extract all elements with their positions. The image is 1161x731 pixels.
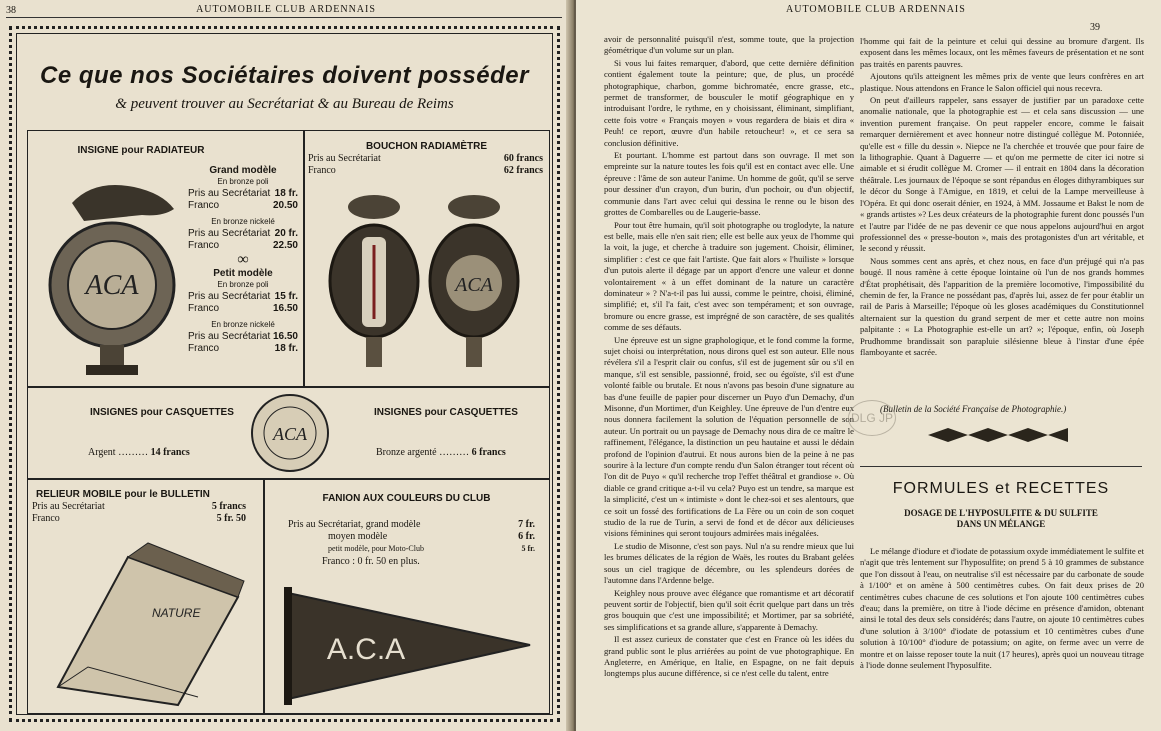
price-value: 16.50 bbox=[272, 303, 298, 314]
price-label: Franco bbox=[188, 303, 220, 314]
price-value: 18 fr. bbox=[274, 188, 298, 199]
price-value: 15 fr. bbox=[274, 291, 298, 302]
paragraph: Une épreuve est un signe graphologique, et le fond comme la forme, sujet choisi ou interprétation, nous dirons quel est son auteur. Elle nous révélera s'il a l'esprit clair ou confus, s'il est de jugement sûr ou s'il en manque, s'il est sensible, passionné, froid, sec ou égoïste, s'il est d'une volonté faible ou brutale. Et nous n'avons pas besoin d'une signature au bas d'une feuille de papier pour discerner un Puyo d'un Demachy, d'un Misonne, d'un Mortimer, d'un Keighley. Une épreuve de l'un d'entre eux nous donnera facilement la solution de l'équation personnelle de son auteur. Un portrait ou un paysage de Demachy nous dira de ce maître le raffinement, l'élégance, la distinction un peu hautaine et aussi le dédain profond de l'opinion d'autrui. Et nous aurons bien de la peine à ne pas sourire à la lecture d'un compte rendu d'un Salon étranger tout récent où l'on dit de Puyo « qu'il recherche trop l'effet théâtral et grandiose ». Où diable ce grand critique a-t-il vu cela? Puyo est un tendre, sa marque est la simplicité, c'est un « intimiste » dont le chez-soi et ses alentours, que ce soit un fossé des fortifications de La Fère ou un coin de son coquet studio de la rue de Turin, a servi de fond et de décor aux délicieuses visions féminines qui seront toujours admirées mais inégalées. bbox=[604, 334, 854, 539]
price-label: petit modèle, pour Moto-Club bbox=[328, 544, 424, 553]
radiateur-price-list bbox=[188, 165, 298, 355]
casquettes-heading-right: INSIGNES pour CASQUETTES bbox=[374, 407, 518, 418]
price-value: 6 fr. bbox=[518, 531, 535, 542]
bouchon-box bbox=[303, 130, 550, 388]
svg-text:ACA: ACA bbox=[455, 274, 493, 296]
article-column-2 bbox=[860, 36, 1144, 386]
fanion-heading: FANION AUX COULEURS DU CLUB bbox=[322, 493, 491, 504]
petit-bronze-poli: En bronze poli bbox=[217, 280, 269, 289]
bouchon-heading: BOUCHON RADIAMÈTRE bbox=[365, 141, 488, 152]
cap-badge-icon bbox=[242, 391, 338, 475]
paragraph: Nous sommes cent ans après, et chez nous, en face d'un préjugé qui n'a pas bougé. Il nous ramène à cette époque lointaine où l'un de nos grands hommes d'État prophétisait, dès l'apparition de la première locomotive, l'impossibilité du chemin de fer, la France ne possédant pas, d'après lui, assez de fer pour établir un rail de Paris à Marseille; l'époque où les gloses académiques du Constitutionnel alternaient sur la question du grand serpent de mer et cette autre non moins palpitante : « La Photographie est-elle un art? »; l'époque, enfin, où Joseph Prudhomme brandissait son parapluie silésienne bleue à l'instar d'une épée flamboyante et sacrée. bbox=[860, 255, 1144, 357]
paragraph: Ajoutons qu'ils atteignent les mêmes prix de vente que leurs confrères en art plastique. Nous attendons en France le Salon officiel qui nous recevra. bbox=[860, 71, 1144, 93]
price-label: Franco bbox=[308, 165, 336, 176]
price-label: moyen modèle bbox=[328, 531, 388, 542]
price-value: 5 fr. bbox=[521, 544, 535, 553]
library-stamp: DLG JP bbox=[848, 400, 896, 436]
petit-modele-title: Petit modèle bbox=[213, 268, 273, 279]
page-number-right: 39 bbox=[1090, 22, 1100, 33]
price-value: 60 francs bbox=[503, 153, 543, 164]
section-subtitle-1: DOSAGE DE L'HYPOSULFITE & DU SULFITE bbox=[904, 508, 1098, 518]
price-label: Bronze argenté bbox=[376, 447, 437, 458]
price-label: Pris au Secrétariat bbox=[32, 501, 105, 512]
fanion-prices bbox=[288, 519, 535, 568]
grand-modele-title: Grand modèle bbox=[209, 165, 277, 176]
paragraph: Et pourtant. L'homme est partout dans son ouvrage. Il met son empreinte sur la nature toutes les fois qu'il est en contact avec elle. Une épreuve : l'âme de son auteur l'anime. Un homme de goût, qu'il se serve pour dessiner d'un crayon, d'un burin, d'un pochoir, ou d'un objectif, communie dans l'art avec celui qui dessina le renne ou le bison des grottes de Combarelles ou de Laugerie-basse. bbox=[604, 150, 854, 218]
ad-subtitle: & peuvent trouver au Secrétariat & au Bureau de Reims bbox=[115, 96, 454, 112]
paragraph: avoir de personnalité puisqu'il n'est, somme toute, que la projection géométrique d'un volume sur un plan. bbox=[604, 34, 854, 56]
paragraph: On peut d'ailleurs rappeler, sans essayer de justifier par un paradoxe cette anomalie nationale, que la photographie est — et cela sans discussion — une invention purement française. On peut rappeler encore, comme le faisait remarquer dernièrement et avec honneur notre distingué collègue M. Potonniée, qu'elle est « fille du dessin ». Niepce ne l'a cherchée et trouvée que pour faire de la lithographie. Quant à Daguerre — et qu'on me permette de citer ici notre si aimable et si érudit collègue M. Cromer — il entrait en 1804 dans la décoration théâtrale. Les journaux de l'époque se sont répandus en éloges dithyrambiques sur le décor du Songe à l'Amigue, en 1819, et celui de la Lampe merveilleuse à l'Opéra. Et qui donc oserait dénier, en 1924, à MM. Jossaume et Bakst le nom de « grands artistes »? Les deux créateurs de la photographie furent donc poussés l'un et l'autre par l'idée de ne pas devenir ce que nous appelons aujourd'hui en argot professionnel des « presse-bouton », mais des protagonistes d'un art véritable, et le second y réussit. bbox=[860, 95, 1144, 254]
price-label: Pris au Secrétariat bbox=[188, 228, 271, 239]
price-label: Pris au Secrétariat bbox=[308, 153, 381, 164]
left-page bbox=[0, 0, 572, 731]
bouchon-prices bbox=[308, 153, 543, 177]
pennant-icon bbox=[284, 583, 534, 707]
paragraph: Pour tout être humain, qu'il soit photographe ou troglodyte, la nature est belle, mais elle n'en sait rien; elle est belle aux yeux de l'homme qui la voit, la juge, et cherche à traduire son jugement. Choisir, éliminer, simplifier : c'est ce que fait l'artiste. Que fait alors « l'huiliste » lorsque d'un putois alerte il dégage par un apport d'encre une valeur et donne volontairement « à un effet dominant de la nature un caractère dominateur » ? N'a-t-il pas lui aussi, comme le peintre, choisi, éliminé, simplifié; et, s'il l'a fait, c'est avec son tempérament; et son ouvrage, bromure ou encre grasse, est imprégné de son caractère, de ses qualités comme de ses défauts. bbox=[604, 219, 854, 333]
article-credit: (Bulletin de la Société Française de Photographie.) bbox=[880, 404, 1067, 414]
price-value: 22.50 bbox=[272, 240, 298, 251]
casquettes-left-price: Argent ……… 14 francs bbox=[88, 447, 190, 458]
radiameter-cap-icon bbox=[322, 191, 532, 379]
reliure-prices bbox=[32, 501, 246, 525]
section-title: FORMULES et RECETTES bbox=[892, 480, 1110, 497]
price-value: 5 francs bbox=[211, 501, 246, 512]
decorative-flourish-icon bbox=[928, 426, 1068, 444]
petit-nickele: En bronze nickelé bbox=[211, 320, 275, 329]
price-value: 6 francs bbox=[471, 447, 506, 458]
price-value: 16.50 bbox=[272, 331, 298, 342]
paragraph: Si vous lui faites remarquer, d'abord, que cette dernière définition contient également toute la peinture; que, de plus, un procédé photographique, charbon, gomme bichromatée, encre grasse, etc., permet de transformer, de bousculer le motif géographique en y introduisant l'ordre, le rythme, en y choisissant, éliminant, simplifiant, cette fois votre « Français moyen » vous regardera de biais et dira « Peuh! ce report, œuvre d'un habile retoucheur! », et ce sera sa conclusion définitive. bbox=[604, 57, 854, 148]
price-label: Franco bbox=[188, 240, 220, 251]
price-label: Franco bbox=[188, 343, 220, 354]
price-value: 62 francs bbox=[503, 165, 543, 176]
grand-bronze-poli: En bronze poli bbox=[217, 177, 269, 186]
ad-inner-frame bbox=[16, 33, 553, 715]
fanion-box bbox=[263, 478, 550, 714]
fanion-franco-line: Franco : 0 fr. 50 en plus. bbox=[322, 556, 420, 567]
casquettes-heading-left: INSIGNES pour CASQUETTES bbox=[90, 407, 234, 418]
binder-book-icon bbox=[48, 537, 248, 707]
paragraph: Le mélange d'iodure et d'iodate de potassium oxyde immédiatement le sulfite et n'agit que très lentement sur l'hyposulfite; on prend 5 à 10 grammes de substance que l'on dissout à l'eau, on neutralise s'il est nécessaire par du carbonate de soude à 1/100° et on amène à 500 centimètres cubes. On fait deux prises de 20 centimètres cubes chacune de ces solutions et l'on ajoute 100 centimètres cubes d'eau; dans la première, on titre à l'iode décime en présence d'amidon, obtenant ainsi le total des deux sels considérés; dans l'autre, on ajoute 10 centimètres cubes d'une solution à 3/100° d'iodate de potassium et 10 centimètres cubes d'une solution à 10/100° d'iodure de potassium; on agite, on ferme avec un verre de montre et on laisse reposer toute la nuit (17 heures), après quoi un nouveau titrage à l'iode donne seulement l'hyposulfite. bbox=[860, 546, 1144, 671]
paragraph: Keighley nous prouve avec élégance que romantisme et art décoratif peuvent sortir de l'objectif, bien qu'il soit écrit quelque part dans un très gros bouquin que c'est une impossibilité; et Mortimer, par sa sobriété, ses simplifications et sa grande allure, s'apparente à Demachy. bbox=[604, 587, 854, 632]
paragraph: Le studio de Misonne, c'est son pays. Nul n'a su rendre mieux que lui les brumes délicates de la région de Waës, les routes du Brabant gelées sous un ciel tragique de décembre, ou les splendeurs dorées de l'automne dans l'Ardenne belge. bbox=[604, 540, 854, 586]
recipe-text bbox=[860, 546, 1144, 724]
price-label: Pris au Secrétariat bbox=[188, 331, 271, 342]
price-value: 14 francs bbox=[150, 447, 190, 458]
insigne-radiateur-heading: INSIGNE pour RADIATEUR bbox=[77, 145, 205, 156]
separator-ornament: ∞ bbox=[237, 251, 249, 268]
radiator-emblem-icon bbox=[34, 173, 186, 379]
article-column-1 bbox=[604, 34, 854, 724]
head-rule bbox=[6, 17, 562, 18]
svg-text:ACA: ACA bbox=[85, 270, 139, 301]
reliure-heading: RELIEUR MOBILE pour le BULLETIN bbox=[36, 489, 210, 500]
price-value: 7 fr. bbox=[518, 519, 535, 530]
reliure-box bbox=[27, 478, 265, 714]
svg-text:ACA: ACA bbox=[273, 424, 307, 444]
ad-title: Ce que nos Sociétaires doivent posséder bbox=[40, 62, 529, 89]
casquettes-right-price: Bronze argenté ……… 6 francs bbox=[376, 447, 506, 458]
price-label: Pris au Secrétariat bbox=[188, 188, 271, 199]
price-value: 20 fr. bbox=[274, 228, 298, 239]
grand-nickele: En bronze nickelé bbox=[211, 217, 275, 226]
page-number-left: 38 bbox=[6, 5, 16, 16]
price-label: Pris au Secrétariat bbox=[188, 291, 271, 302]
price-value: 5 fr. 50 bbox=[216, 513, 246, 524]
running-head-left: AUTOMOBILE CLUB ARDENNAIS bbox=[196, 4, 376, 15]
section-rule bbox=[860, 466, 1142, 467]
price-label: Franco bbox=[188, 200, 220, 211]
price-label: Franco bbox=[32, 513, 60, 524]
paragraph: l'homme qui fait de la peinture et celui qui dessine au bromure d'argent. Ils exposent dans les mêmes locaux, ont les mêmes faveurs de présentation et ne sont pas traités en parents pauvres. bbox=[860, 36, 1144, 69]
advertisement bbox=[9, 26, 560, 722]
price-value: 18 fr. bbox=[274, 343, 298, 354]
casquettes-box bbox=[27, 386, 550, 480]
book-label: NATURE bbox=[152, 606, 201, 620]
price-label: Pris au Secrétariat, grand modèle bbox=[288, 519, 421, 530]
section-subtitle-2: DANS UN MÉLANGE bbox=[956, 519, 1046, 529]
paragraph: Il est assez curieux de constater que c'est en France où les idées du grand public sont le plus arriérées au point de vue photographique. En Angleterre, en Amérique, en Italie, en Espagne, on ne fait depuis longtemps plus aucune différence, si ce n'est celle du talent, entre bbox=[604, 634, 854, 679]
running-head-right: AUTOMOBILE CLUB ARDENNAIS bbox=[786, 4, 966, 15]
price-value: 20.50 bbox=[272, 200, 298, 211]
price-label: Argent bbox=[88, 447, 116, 458]
insigne-radiateur-box bbox=[27, 130, 305, 388]
pennant-text: A.C.A bbox=[326, 633, 406, 666]
